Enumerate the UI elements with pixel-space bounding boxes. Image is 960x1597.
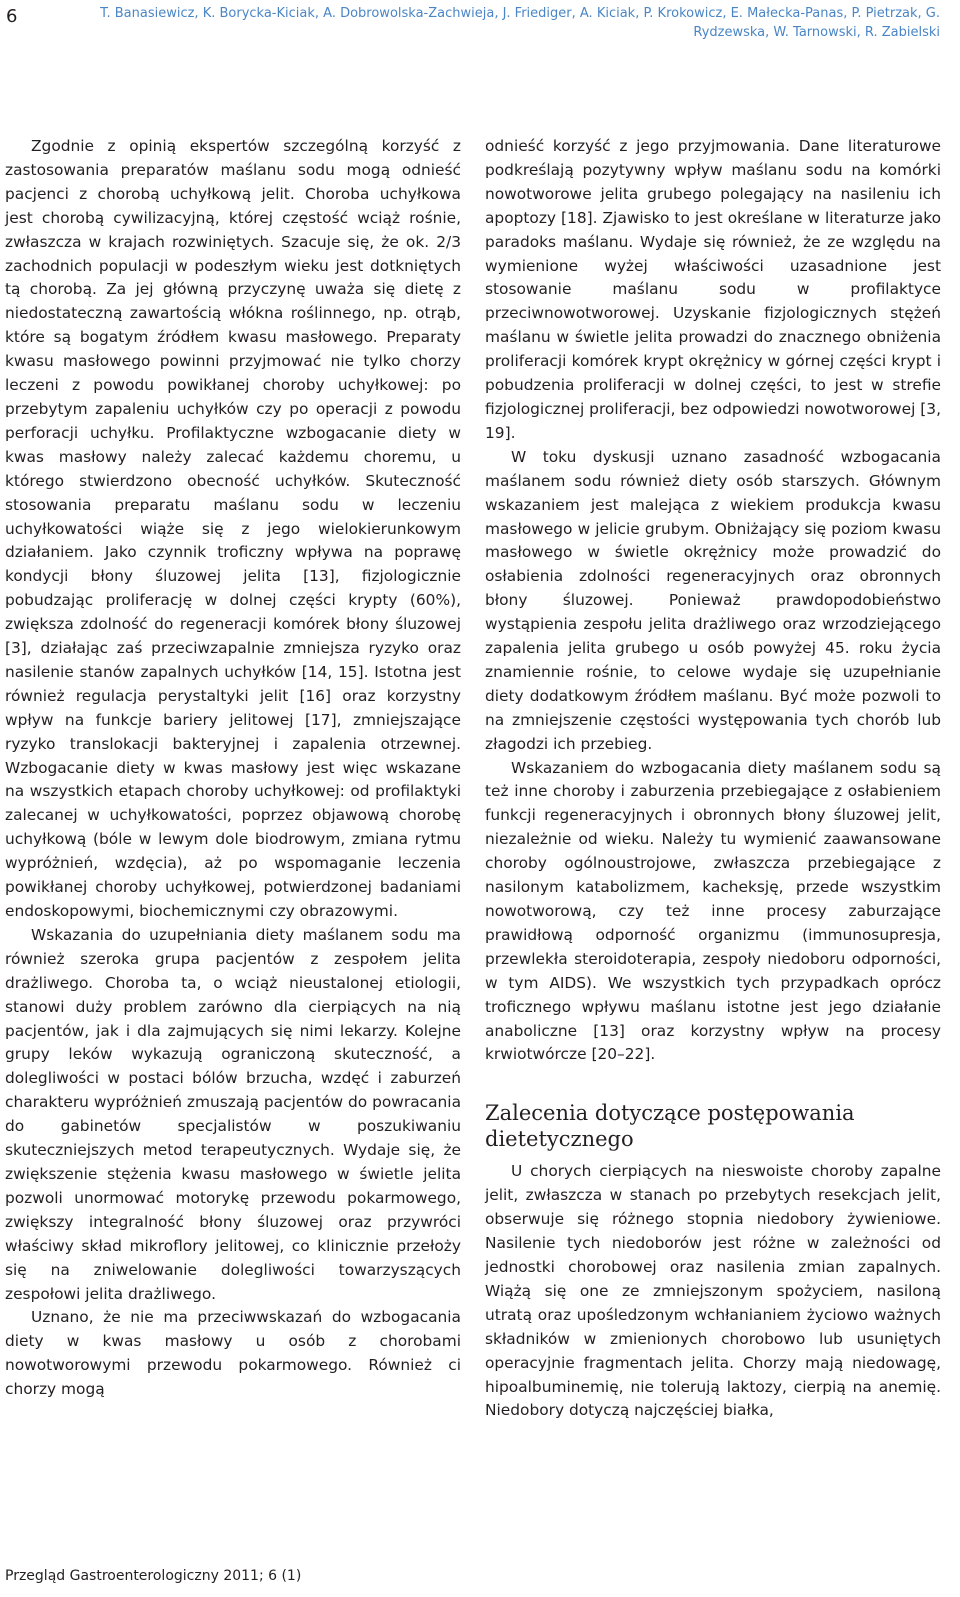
left-paragraph-1: Zgodnie z opinią ekspertów szczególną korzyść z zastosowania preparatów maślanu sodu mogą odnieść pacjenci z chorobą uchyłkową jelit. Choroba uchyłkowa jest chorobą cywilizacyjną, której częstość wciąż rośnie, zwłaszcza w krajach rozwiniętych. Szacuje się, że ok. 2/3 zachodnich populacji w podeszłym wieku jest dotkniętych tą chorobą. Za jej główną przyczynę uważa się dietę z niedostateczną zawartością włókna roślinnego, np. otrąb, które są bogatym źródłem kwasu masłowego. Preparaty kwasu masłowego powinni przyjmować nie tylko chorzy leczeni z powodu powikłanej choroby uchyłkowej: po przebytym zapaleniu uchyłków czy po operacji z powodu perforacji uchyłku. Profilaktyczne wzbogacanie diety w kwas masłowy należy zalecać każdemu choremu, u którego stwierdzono obecność uchyłków. Skuteczność stosowania preparatu maślanu sodu w leczeniu uchyłkowatości wiąże się z jego wielokierunkowym działaniem. Jako czynnik troficzny wpływa na poprawę kondycji błony śluzowej jelita [13], fizjologicznie pobudzając proliferację w dolnej części krypty (60%), zwiększa zdolność do regeneracji komórek błony śluzowej [3], działając zaś przeciwzapalnie zmniejsza ryzyko oraz nasilenie stanów zapalnych uchyłków [14, 15]. Istotna jest również regulacja perystaltyki jelit [16] oraz korzystny wpływ na funkcje bariery jelitowej [17], zmniejszające ryzyko translokacji bakteryjnej i zapalenia otrzewnej. Wzbogacanie diety w kwas masłowy jest więc wskazane na wszystkich etapach choroby uchyłkowej: od profilaktyki zalecanej w uchyłkowatości, poprzez objawową chorobę uchyłkową (bóle w lewym dole biodrowym, zmiana rytmu wypróżnień, wzdęcia), aż po wspomaganie leczenia powikłanej choroby uchyłkowej, potwierdzonej badaniami endoskopowymi, biochemicznymi czy obrazowymi. — [5, 137, 461, 920]
running-header-authors: T. Banasiewicz, K. Borycka-Kiciak, A. Dobrowolska-Zachwieja, J. Friediger, A. Kiciak, P. Krokowicz, E. Małecka-Panas, P. Pietrzak, G. Rydzewska, W. Tarnowski, R. Zabielski — [100, 6, 940, 40]
right-paragraph-2: W toku dyskusji uznano zasadność wzbogacania maślanem sodu również diety osób starszych. Głównym wskazaniem jest malejąca z wiekiem produkcja kwasu masłowego w jelicie grubym. Obniżający się poziom kwasu masłowego w świetle okrężnicy może prowadzić do osłabienia zdolności regeneracyjnych oraz obronnych błony śluzowej. Ponieważ prawdopodobieństwo wystąpienia zespołu jelita drażliwego oraz wrzodziejącego zapalenia jelita grubego u osób powyżej 45. roku życia znamiennie rośnie, to celowe wydaje się uzupełnianie diety dodatkowym źródłem maślanu. Być może pozwoli to na zmniejszenie częstości występowania tych chorób lub złagodzi ich przebieg. — [485, 447, 941, 753]
section-heading: Zalecenia dotyczące postępowania dietetycznego — [485, 1101, 855, 1152]
page-number: 6 — [6, 6, 18, 27]
left-paragraph-3: Uznano, że nie ma przeciwwskazań do wzbogacania diety w kwas masłowy u osób z chorobami nowotworowymi przewodu pokarmowego. Również ci chorzy mogą — [5, 1308, 461, 1399]
left-column — [5, 135, 461, 1402]
right-paragraph-3: Wskazaniem do wzbogacania diety maślanem sodu są też inne choroby i zaburzenia przebiegające z osłabieniem funkcji regeneracyjnych i obronnych błony śluzowej jelit, niezależnie od wieku. Należy tu wymienić zaawansowane choroby ogólnoustrojowe, zwłaszcza przebiegające z nasilonym katabolizmem, kacheksję, przede wszystkim nowotworową, czy też inne procesy zaburzające prawidłową odporność organizmu (immunosupresja, przewlekła steroidoterapia, zespoły niedoboru odporności, w tym AIDS). We wszystkich tych przypadkach oprócz troficznego wpływu maślanu istotne jest jego działanie anaboliczne [13] oraz korzystny wpływ na procesy krwiotwórcze [20–22]. — [485, 758, 941, 1064]
left-paragraph-2: Wskazania do uzupełniania diety maślanem sodu ma również szeroka grupa pacjentów z zespołem jelita drażliwego. Choroba ta, o wciąż nieustalonej etiologii, stanowi duży problem zarówno dla cierpiących na nią pacjentów, jak i dla zajmujących się nimi lekarzy. Kolejne grupy leków wykazują ograniczoną skuteczność, a dolegliwości w postaci bólów brzucha, wzdęć i zaburzeń charakteru wypróżnień zmuszają pacjentów do powracania do gabinetów specjalistów w poszukiwaniu skuteczniejszych metod terapeutycznych. Wydaje się, że zwiększenie stężenia kwasu masłowego w świetle jelita pozwoli unormować motorykę przewodu pokarmowego, zwiększy integralność błony śluzowej oraz przywróci właściwy skład mikroflory jelitowej, co klinicznie przełoży się na zniwelowanie dolegliwości towarzyszących zespołowi jelita drażliwego. — [5, 925, 461, 1303]
right-paragraph-1: odnieść korzyść z jego przyjmowania. Dane literaturowe podkreślają pozytywny wpływ maślanu sodu na komórki nowotworowe jelita grubego polegający na nasileniu ich apoptozy [18]. Zjawisko to jest określane w literaturze jako paradoks maślanu. Wydaje się również, że ze względu na wymienione wyżej właściwości uzasadnione jest stosowanie maślanu sodu w profilaktyce przeciwnowotworowej. Uzyskanie fizjologicznych stężeń maślanu w świetle jelita prowadzi do znacznego obniżenia proliferacji komórek krypt okrężnicy w górnej części krypt i pobudzenia proliferacji w dolnej części, to jest w strefie fizjologicznej proliferacji, bez odpowiedzi nowotworowej [3, 19]. — [485, 137, 941, 442]
right-column — [485, 135, 941, 1423]
journal-footer: Przegląd Gastroenterologiczny 2011; 6 (1) — [5, 1568, 302, 1584]
section-paragraph-1: U chorych cierpiących na nieswoiste choroby zapalne jelit, zwłaszcza w stanach po przebytych resekcjach jelit, obserwuje się różnego stopnia niedobory żywieniowe. Nasilenie tych niedoborów jest różne w zależności od jednostki chorobowej oraz nasilenia zmian zapalnych. Wiążą się one ze zmniejszonym spożyciem, nasiloną utratą oraz upośledzonym wchłanianiem życiowo ważnych składników w zmienionych chorobowo lub usuniętych operacyjnie fragmentach jelita. Chorzy mają niedowagę, hipoalbuminemię, nie tolerują laktozy, cierpią na anemię. Niedobory dotyczą najczęściej białka, — [485, 1162, 941, 1420]
